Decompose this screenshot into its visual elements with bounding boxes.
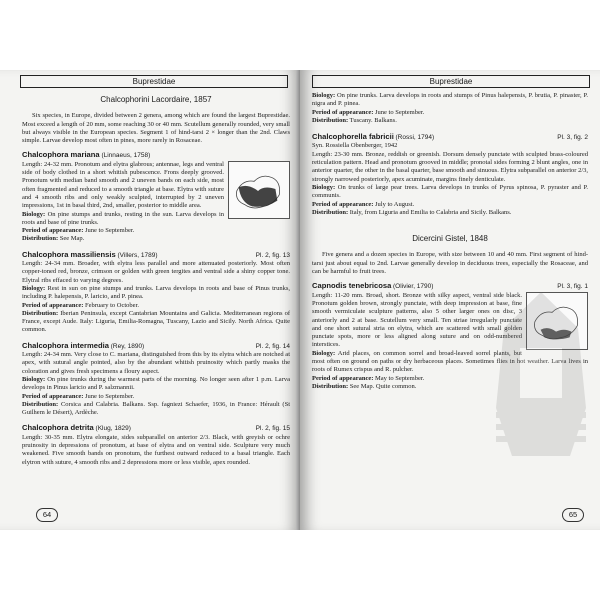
species-field [312,201,588,209]
species-field [22,285,290,302]
species-author: (Rey, 1890) [108,342,145,350]
species-description [22,260,290,335]
species-field [312,117,588,125]
field-value: Length: 11-20 mm. Broad, short. Bronze with silky aspect, ventral side black. Pronotum golden brown, strongly punctate, with deep impression at base, fine smooth vermiculate sculpture patterns, also 5 other larger ones on disc, 3 anteriorly and 2 at base. Scutellum very small. Ten striae irregularly punctate and one short sutural stria on elytra, which are scattered with small golden punctate spots, more or less aligned along suture and on odd-numbered interstices. [312,291,522,349]
species-name: Chalcophora mariana [22,150,100,160]
species-text [312,151,588,184]
species-field [312,109,588,117]
field-value: Length: 24-34 mm. Broader, with elytra less parallel and more attenuated posteriorly. Most often copper-toned red, bronze, crimson or golden with green tergites and ventral side a shiny copper tone. Elytral ribs effaced to varying degrees. [22,260,290,284]
tribe-title: Chalcophorini Lacordaire, 1857 [100,95,212,104]
field-label: Distribution: [312,382,349,390]
species-field [312,184,588,201]
field-value: June to September. [85,392,135,400]
species-field [22,376,290,393]
field-value: Syn. Rossiella Obenberger, 1942 [312,142,398,150]
species-author: (Rossi, 1794) [395,134,435,142]
species-text [22,351,290,376]
plate-reference: Pl. 2, fig. 14 [255,342,290,350]
species-author: (Linnaeus, 1758) [99,152,151,160]
species-field [22,310,290,335]
field-value: Corsica and Calabria. Balkans. Ssp. fagniezi Schaefer, 1936, in France: Hérault (St Guilhem le Désert), Ardèche. [22,400,290,417]
field-value: On pine stumps and trunks, resting in the sun. Larva develops in roots and base of pine trunks. [22,210,224,226]
species-name: Chalcophorella fabricii [312,132,394,142]
running-header: Buprestidae [312,75,590,88]
field-value: On trunks of large pear trees. Larva develops in trunks of Pyrus spinosa, P. pyraster and P. communis. [312,183,588,200]
field-label: Biology: [312,183,336,191]
field-value: On pine trunks. Larva develops in roots and stumps of Pinus halepensis, P. brutia, P. pinaster, P. nigra and P. pinea. [312,92,589,108]
species-field [312,209,588,217]
species-heading [22,342,290,351]
field-value: May to September. [375,374,425,382]
species-text [22,434,290,467]
field-value: See Map. Quite common. [349,382,417,390]
species-entry [312,133,588,217]
species-description [22,351,290,417]
field-value: On pine trunks during the warmest parts of the morning. No longer seen after 1 p.m. Larva develops in Pinus laricio and P. salzmannii. [22,375,290,392]
field-label: Distribution: [312,208,349,216]
page-number: 64 [36,508,58,522]
species-author: (Olivier, 1790) [392,283,434,291]
species-heading [312,133,588,142]
field-label: Period of appearance: [22,227,84,235]
species-field [22,393,290,401]
species-list [22,151,290,466]
left-page [0,70,300,530]
field-value: Tuscany. Balkans. [349,116,397,124]
field-value: June to September. [85,227,135,235]
field-label: Biology: [22,375,46,383]
field-value: See Map. [59,235,85,243]
species-field [22,227,290,235]
field-label: Period of appearance: [312,108,374,116]
tribe-intro: Six species, in Europe, divided between 2 genera, among which are found the largest Buprestidae. Most exceed a length of 20 mm, some reaching 30 or 40 mm. Scutellum generally rounded, very small but always visible in the European species. Segment 1 of hind-tarsi 2 × longer than the 2nd. Claws simple. Larvae develop most often in pines, more rarely in Rosaceae. [22,112,290,145]
field-value: Arid places, on common sorrel and broad-leaved sorrel plants, but most often on ground on paths or dry herbaceous places. Sometimes flies in hot weather. Larva lives in roots of Rumex crispus and R. pulcher. [312,349,588,374]
field-label: Period of appearance: [22,392,84,400]
species-entry [22,342,290,418]
species-text [22,260,290,285]
field-value: Iberian Peninsula, except Cantabrian Mountains and Galicia. Mediterranean regions of France, except Aude. Italy: Liguria, Emilia-Romagna, Tuscany, Lazio and Sicily. North Africa. Quite common. [22,309,291,334]
species-author: (Klug, 1829) [93,425,131,433]
field-value: Italy, from Liguria and Emilia to Calabria and Sicily. Balkans. [349,208,512,216]
field-label: Period of appearance: [312,374,374,382]
running-header: Buprestidae [20,75,288,88]
species-name: Chalcophora intermedia [22,340,109,350]
plate-reference: Pl. 2, fig. 13 [255,251,290,259]
plate-reference: Pl. 3, fig. 1 [557,283,588,291]
field-value: February to October. [85,301,139,309]
page-number: 65 [562,508,584,522]
species-description [22,161,290,244]
field-label: Distribution: [22,400,59,408]
species-entry [22,251,290,335]
left-column [22,92,290,474]
field-value: Length: 30-35 mm. Elytra elongate, sides subparallel on anterior 2/3. Black, with greyish or ochre pruinosity in depressions of pronotum, at base of elytra and on ventral side. Sculpture very much weakened. Five smooth bands on pronotum, the furthest outward reduced to a basal triangle. Each elytron with suture, 4 smooth ribs and 2 depressions more or less visible, apex rounded. [22,433,290,466]
tribe-intro: Five genera and a dozen species in Europe, with size between 10 and 40 mm. First segment of hind-tarsi just about equal to 2nd. Larvae generally develop in deciduous trees, especially the Rosaceae, and can be harmful to fruit trees. [312,251,588,276]
field-value: Length: 24-34 mm. Very close to C. mariana, distinguished from this by its elytra which are notched at apex, with sutural angle pointed, also by the abundant whitish pruinosity which partly masks the coloration and gives fresh specimens a floury aspect. [22,351,290,375]
field-label: Biology: [312,92,336,99]
plate-reference: Pl. 3, fig. 2 [557,134,588,142]
species-entry [22,424,290,466]
species-heading [22,251,290,260]
field-label: Period of appearance: [22,301,84,309]
plate-reference: Pl. 2, fig. 15 [255,425,290,433]
species-name: Capnodis tenebricosa [312,281,392,291]
species-description [22,434,290,467]
detrita-continued [312,92,588,125]
field-value: Length: 23-30 mm. Bronze, reddish or greenish. Dorsum densely punctate with sculpted brass-coloured reticulation pattern. Head and pronotum grooved in middle; pronotal sides forming 2 blunt angles, one in anterior quarter, the other in the basal quarter, base smooth and sinuous. Elytra subparallel on anterior 2/3, strongly narrowed posteriorly, apex acuminate, margins finely denticulate. [312,150,589,183]
tribe-title: Dicercini Gistel, 1848 [412,234,488,244]
species-field [22,235,290,243]
species-name: Chalcophora massiliensis [22,249,116,259]
species-field [312,92,588,109]
right-page [300,70,600,530]
species-heading [22,424,290,433]
species-name: Chalcophora detrita [22,423,94,433]
distribution-map [228,161,290,219]
species-text [312,142,588,150]
species-heading [22,151,290,160]
field-label: Period of appearance: [312,200,374,208]
species-author: (Villers, 1789) [115,251,158,259]
field-value: Length: 24-32 mm. Pronotum and elytra glabrous; antennae, legs and ventral side of body clothed in a short whitish pubescence. Frons deeply grooved. Pronotum with median band smooth and 2 uneven bands on each side, most often fragmented and reduced to a smooth triangle at base. Elytra with suture and 4 smooth ribs and only weakly sculpted, interrupted by 2 uneven impressions, 1st in basal third, 2nd, smaller, posterior to middle area. [22,160,224,210]
field-label: Biology: [22,284,46,292]
species-entry [22,151,290,243]
field-label: Biology: [312,349,336,357]
species-field [22,401,290,418]
field-value: June to September. [375,108,425,116]
field-value: Rest in sun on pine stumps and trunks. Larva develops in roots and base of Pinus trunks, including P. halepensis, P. laricio, and P. pinea. [22,284,290,301]
field-label: Distribution: [22,235,59,243]
species-description [312,142,588,217]
field-value: July to August. [375,200,415,208]
pharaoh-watermark [486,288,596,458]
field-label: Distribution: [22,309,59,317]
field-label: Biology: [22,210,46,218]
field-label: Distribution: [312,116,349,124]
species-field [22,302,290,310]
